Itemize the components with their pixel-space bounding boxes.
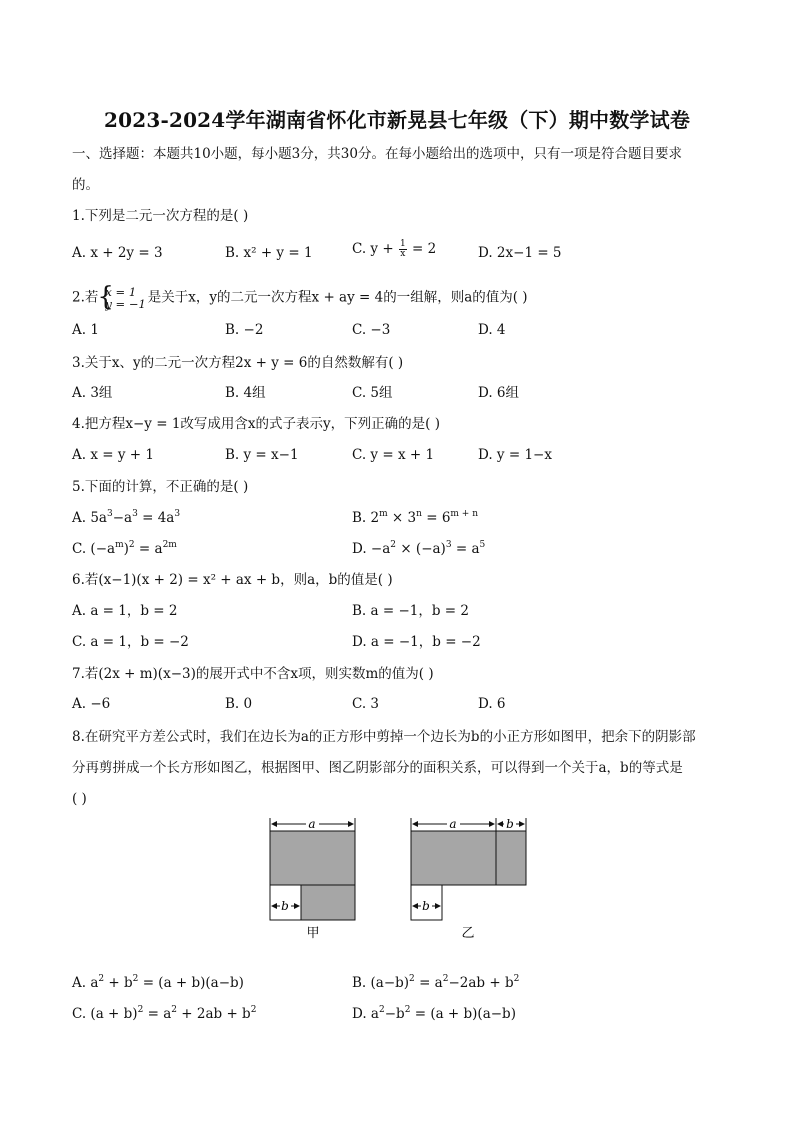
question-4-stem: 4.把方程x−y = 1改写成用含x的式子表示y，下列正确的是( ) <box>72 416 440 432</box>
q8-option-d: D. $a^2-b^2 = (a + b)(a-b)$ <box>352 1005 516 1022</box>
q6-option-b: B. a = −1，b = 2 <box>352 603 469 619</box>
q3-option-b: B. 4组 <box>225 385 266 401</box>
q8-figure <box>0 812 794 942</box>
q7-option-a: A. −6 <box>72 696 111 712</box>
q1-option-c <box>352 240 436 259</box>
q4-option-a: A. x = y + 1 <box>72 447 154 463</box>
q1-c-fraction <box>399 240 407 259</box>
q1-option-d: D. 2x−1 = 5 <box>478 245 562 261</box>
question-1-stem: 1.下列是二元一次方程的是( ) <box>72 208 249 224</box>
question-2-stem <box>72 286 528 310</box>
question-8-line2: 分再剪拼成一个长方形如图乙，根据图甲、图乙阴影部分的面积关系，可以得到一个关于a，b的等式是 <box>72 760 683 776</box>
question-8-line3: ( ) <box>72 791 87 807</box>
question-3-stem: 3.关于x、y的二元一次方程2x + y = 6的自然数解有( ) <box>72 355 404 371</box>
section-heading-cont: 的。 <box>72 177 99 193</box>
q4-option-c: C. y = x + 1 <box>352 447 435 463</box>
q2-sys-line2: y = −1 <box>105 297 146 311</box>
yi-shaded-left <box>411 831 496 885</box>
yi-label-b-top: b <box>506 817 514 831</box>
yi-label-a: a <box>449 817 457 831</box>
page-title: 2023-2024学年湖南省怀化市新晃县七年级（下）期中数学试卷 <box>103 108 691 132</box>
q5-option-a: A. $5a^3-a^3 = 4a^3$ <box>72 509 181 526</box>
q4-option-d: D. y = 1−x <box>478 447 552 463</box>
jia-label-a: a <box>308 817 316 831</box>
q2-sys-line1: { x = 1 <box>105 285 137 299</box>
q8-option-a: A. $a^2 + b^2 = (a + b)(a-b)$ <box>72 974 244 991</box>
q2-option-d: D. 4 <box>478 322 506 338</box>
q2-pre: 2.若 <box>72 289 99 306</box>
q5-option-d: D. $-a^2 \times (-a)^3 = a^5$ <box>352 540 486 557</box>
caption-yi: 乙 <box>461 926 475 941</box>
question-5-stem: 5.下面的计算，不正确的是( ) <box>72 479 249 495</box>
q1-c-num: 1 <box>399 239 406 249</box>
q2-option-b: B. −2 <box>225 322 264 338</box>
q6-option-c: C. a = 1，b = −2 <box>72 634 189 650</box>
q3-option-c: C. 5组 <box>352 385 393 401</box>
yi-label-b: b <box>422 899 430 913</box>
q7-option-d: D. 6 <box>478 696 506 712</box>
q2-equation-system <box>98 286 145 310</box>
q6-option-d: D. a = −1，b = −2 <box>352 634 481 650</box>
q6-option-a: A. a = 1，b = 2 <box>72 603 178 619</box>
q7-option-c: C. 3 <box>352 696 380 712</box>
yi-shaded-right <box>496 831 526 885</box>
section-heading: 一、选择题：本题共10小题，每小题3分，共30分。在每小题给出的选项中，只有一项是符合题目要求 <box>72 146 682 162</box>
caption-jia: 甲 <box>306 926 320 941</box>
jia-shaded-bottom <box>301 885 355 920</box>
q1-option-a: A. x + 2y = 3 <box>72 245 163 261</box>
q8-option-c: C. $(a + b)^2 = a^2 + 2ab + b^2$ <box>72 1005 257 1022</box>
figure-yi <box>411 817 526 941</box>
question-6-stem: 6.若(x−1)(x + 2) = x² + ax + b，则a，b的值是( ) <box>72 572 393 588</box>
q3-option-a: A. 3组 <box>72 385 113 401</box>
q3-option-d: D. 6组 <box>478 385 520 401</box>
figure-jia <box>270 817 355 941</box>
q4-option-b: B. y = x−1 <box>225 447 299 463</box>
q8-option-b: B. $(a-b)^2 = a^2-2ab + b^2$ <box>352 974 520 991</box>
question-8-line1: 8.在研究平方差公式时，我们在边长为a的正方形中剪掉一个边长为b的小正方形如图甲，把余下的阴影部 <box>72 729 696 745</box>
q5-option-b: B. $2^m \times 3^n = 6^{m + n}$ <box>352 509 478 526</box>
q1-c-post: = 2 <box>407 241 437 257</box>
q1-c-pre: C. y + <box>352 241 398 257</box>
q7-option-b: B. 0 <box>225 696 253 712</box>
q2-post: 是关于x，y的二元一次方程x + ay = 4的一组解，则a的值为( ) <box>147 289 528 306</box>
question-7-stem: 7.若(2x + m)(x−3)的展开式中不含x项，则实数m的值为( ) <box>72 666 434 682</box>
q1-c-den: x <box>400 249 406 259</box>
q2-option-c: C. −3 <box>352 322 391 338</box>
q1-option-b: B. x² + y = 1 <box>225 245 313 261</box>
jia-shaded-top <box>270 831 355 885</box>
q5-option-c: C. $(-a^m)^2 = a^{2m}$ <box>72 540 177 557</box>
q2-option-a: A. 1 <box>72 322 99 338</box>
jia-label-b: b <box>281 899 289 913</box>
